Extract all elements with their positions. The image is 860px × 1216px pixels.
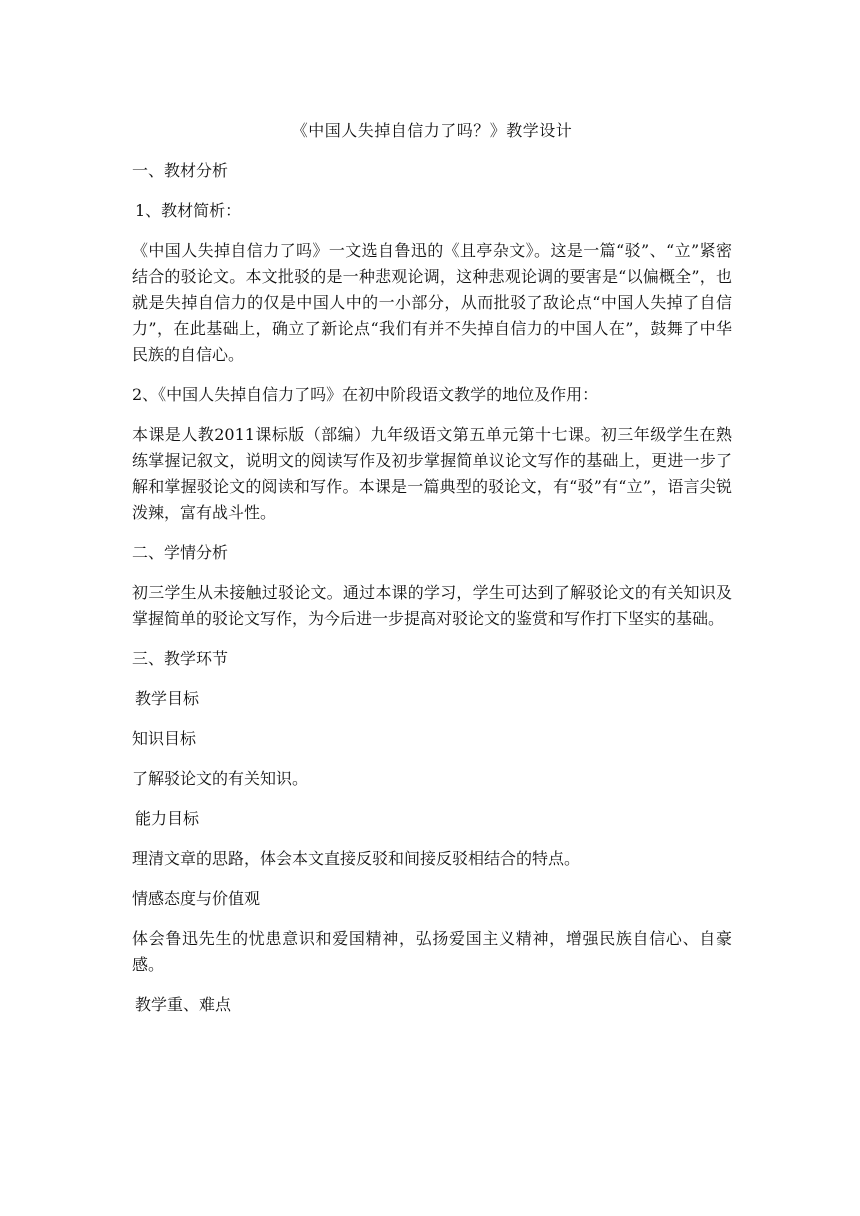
paragraph-position-role: 本课是人教2011课标版（部编）九年级语文第五单元第十七课。初三年级学生在熟练掌握记叙文，说明文的阅读写作及初步掌握简单议论文写作的基础上，更进一步了解和掌握驳论文的阅读和写作。本课是一篇典型的驳论文，有“驳”有“立”，语言尖锐泼辣，富有战斗性。 [132, 425, 732, 522]
label-emotion-values: 情感态度与价值观 [132, 889, 261, 908]
label-key-difficult-points: 教学重、难点 [135, 995, 232, 1014]
document-title: 《中国人失掉自信力了吗？》教学设计 [291, 121, 573, 140]
text-knowledge-goal: 了解驳论文的有关知识。 [132, 769, 309, 788]
label-knowledge-goal: 知识目标 [132, 729, 197, 748]
subheading-textbook-brief: 1、教材简析： [135, 201, 242, 220]
subheading-position-role: 2、《中国人失掉自信力了吗》在初中阶段语文教学的地位及作用： [132, 385, 599, 404]
section-heading-student-analysis: 二、学情分析 [132, 543, 229, 562]
label-ability-goal: 能力目标 [135, 809, 200, 828]
section-heading-textbook-analysis: 一、教材分析 [132, 161, 229, 180]
label-teaching-goals: 教学目标 [135, 689, 200, 708]
text-ability-goal: 理清文章的思路，体会本文直接反驳和间接反驳相结合的特点。 [132, 849, 581, 868]
paragraph-student-analysis: 初三学生从未接触过驳论文。通过本课的学习，学生可达到了解驳论文的有关知识及掌握简单的驳论文写作，为今后进一步提高对驳论文的鉴赏和写作打下坚实的基础。 [132, 583, 732, 628]
paragraph-textbook-brief: 《中国人失掉自信力了吗》一文选自鲁迅的《且亭杂文》。这是一篇“驳”、“立”紧密结合的驳论文。本文批驳的是一种悲观论调，这种悲观论调的要害是“以偏概全”，也就是失掉自信力的仅是中国人中的一小部分，从而批驳了敌论点“中国人失掉了自信力”，在此基础上，确立了新论点“我们有并不失掉自信力的中国人在”，鼓舞了中华民族的自信心。 [132, 241, 732, 364]
text-emotion-values: 体会鲁迅先生的忧患意识和爱国精神，弘扬爱国主义精神，增强民族自信心、自豪感。 [132, 929, 732, 974]
section-heading-teaching-steps: 三、教学环节 [132, 649, 229, 668]
document-body [132, 118, 732, 1032]
